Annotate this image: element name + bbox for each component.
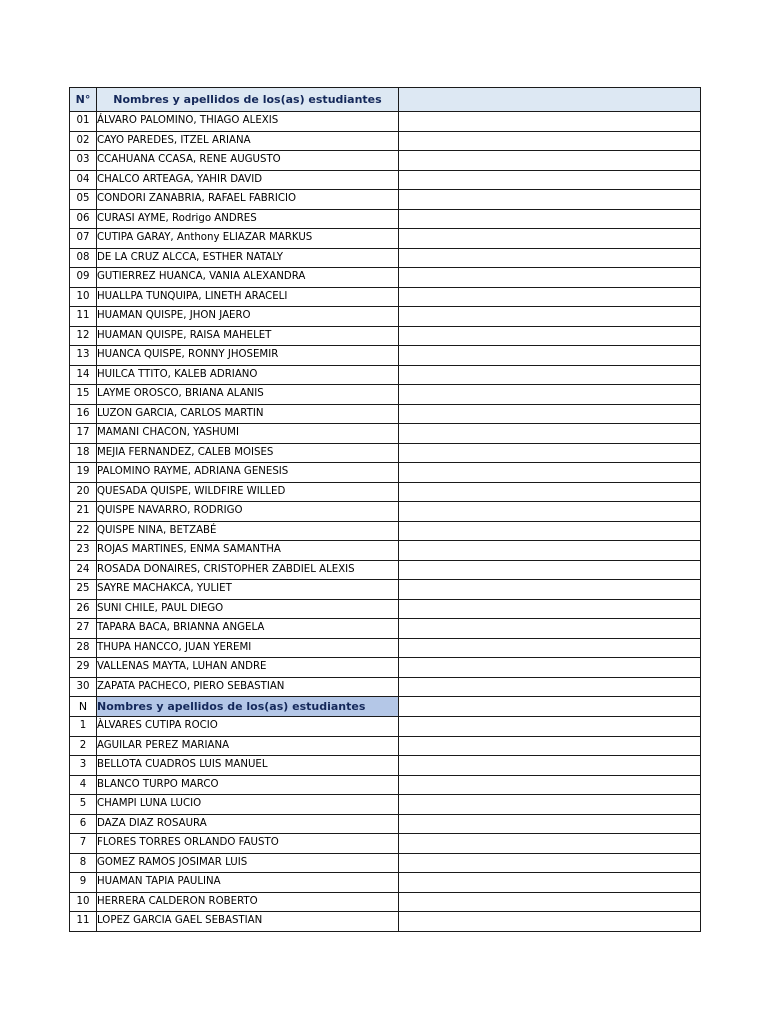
blank-cell	[399, 599, 701, 619]
table-row	[70, 814, 701, 834]
student-name: CONDORI ZANABRIA, RAFAEL FABRICIO	[97, 190, 399, 210]
table-row	[70, 775, 701, 795]
table-row	[70, 229, 701, 249]
row-number: 03	[70, 151, 97, 171]
student-name: GOMEZ RAMOS JOSIMAR LUIS	[97, 853, 399, 873]
header-blank	[399, 88, 701, 112]
table-row	[70, 151, 701, 171]
blank-cell	[399, 287, 701, 307]
row-number: 8	[70, 853, 97, 873]
student-name: FLORES TORRES ORLANDO FAUSTO	[97, 834, 399, 854]
blank-cell	[399, 677, 701, 697]
header-names: Nombres y apellidos de los(as) estudiantes	[97, 697, 399, 717]
table-row	[70, 756, 701, 776]
blank-cell	[399, 112, 701, 132]
student-roster-table	[69, 87, 701, 932]
student-name: THUPA HANCCO, JUAN YEREMI	[97, 638, 399, 658]
row-number: 25	[70, 580, 97, 600]
table-row	[70, 307, 701, 327]
blank-cell	[399, 638, 701, 658]
row-number: 27	[70, 619, 97, 639]
blank-cell	[399, 385, 701, 405]
table-row	[70, 912, 701, 932]
blank-cell	[399, 580, 701, 600]
row-number: 14	[70, 365, 97, 385]
table-row	[70, 424, 701, 444]
table-row	[70, 112, 701, 132]
blank-cell	[399, 404, 701, 424]
blank-cell	[399, 248, 701, 268]
table-row	[70, 365, 701, 385]
row-number: 20	[70, 482, 97, 502]
table-row	[70, 599, 701, 619]
row-number: 3	[70, 756, 97, 776]
student-name: SAYRE MACHAKCA, YULIET	[97, 580, 399, 600]
blank-cell	[399, 131, 701, 151]
blank-cell	[399, 482, 701, 502]
student-name: VALLENAS MAYTA, LUHAN ANDRE	[97, 658, 399, 678]
table-row	[70, 873, 701, 893]
header-number: N°	[70, 88, 97, 112]
table-row	[70, 677, 701, 697]
table-row	[70, 248, 701, 268]
header-row-1	[70, 88, 701, 112]
blank-cell	[399, 795, 701, 815]
student-name: CUTIPA GARAY, Anthony ELIAZAR MARKUS	[97, 229, 399, 249]
row-number: 29	[70, 658, 97, 678]
blank-cell	[399, 619, 701, 639]
row-number: 6	[70, 814, 97, 834]
blank-cell	[399, 229, 701, 249]
student-name: QUESADA QUISPE, WILDFIRE WILLED	[97, 482, 399, 502]
student-name: HUAMAN QUISPE, RAISA MAHELET	[97, 326, 399, 346]
row-number: 19	[70, 463, 97, 483]
table-row	[70, 795, 701, 815]
row-number: 10	[70, 892, 97, 912]
blank-cell	[399, 834, 701, 854]
row-number: 16	[70, 404, 97, 424]
table-row	[70, 502, 701, 522]
row-number: 24	[70, 560, 97, 580]
student-name: QUISPE NAVARRO, RODRIGO	[97, 502, 399, 522]
student-name: DE LA CRUZ ALCCA, ESTHER NATALY	[97, 248, 399, 268]
student-name: SUNI CHILE, PAUL DIEGO	[97, 599, 399, 619]
student-name: ZAPATA PACHECO, PIERO SEBASTIAN	[97, 677, 399, 697]
row-number: 02	[70, 131, 97, 151]
student-name: HUILCA TTITO, KALEB ADRIANO	[97, 365, 399, 385]
table-row	[70, 268, 701, 288]
student-name: HUAMAN QUISPE, JHON JAERO	[97, 307, 399, 327]
row-number: 05	[70, 190, 97, 210]
row-number: 01	[70, 112, 97, 132]
blank-cell	[399, 853, 701, 873]
table-row	[70, 170, 701, 190]
row-number: 7	[70, 834, 97, 854]
student-name: BELLOTA CUADROS LUIS MANUEL	[97, 756, 399, 776]
student-name: LOPEZ GARCIA GAEL SEBASTIAN	[97, 912, 399, 932]
row-number: 18	[70, 443, 97, 463]
row-number: 15	[70, 385, 97, 405]
student-name: ÀLVARES CUTIPA ROCIO	[97, 717, 399, 737]
header-number: N	[70, 697, 97, 717]
blank-cell	[399, 814, 701, 834]
student-name: AGUILAR PEREZ MARIANA	[97, 736, 399, 756]
table-row	[70, 443, 701, 463]
table-row	[70, 834, 701, 854]
student-name: BLANCO TURPO MARCO	[97, 775, 399, 795]
blank-cell	[399, 365, 701, 385]
blank-cell	[399, 346, 701, 366]
student-name: QUISPE NINA, BETZABÉ	[97, 521, 399, 541]
row-number: 04	[70, 170, 97, 190]
blank-cell	[399, 151, 701, 171]
student-name: CAYO PAREDES, ITZEL ARIANA	[97, 131, 399, 151]
row-number: 2	[70, 736, 97, 756]
student-name: PALOMINO RAYME, ADRIANA GENESIS	[97, 463, 399, 483]
row-number: 1	[70, 717, 97, 737]
blank-cell	[399, 209, 701, 229]
blank-cell	[399, 190, 701, 210]
student-name: LAYME OROSCO, BRIANA ALANIS	[97, 385, 399, 405]
blank-cell	[399, 443, 701, 463]
row-number: 07	[70, 229, 97, 249]
table-row	[70, 482, 701, 502]
header-names: Nombres y apellidos de los(as) estudiantes	[97, 88, 399, 112]
row-number: 28	[70, 638, 97, 658]
blank-cell	[399, 560, 701, 580]
table-row	[70, 638, 701, 658]
row-number: 4	[70, 775, 97, 795]
blank-cell	[399, 775, 701, 795]
blank-cell	[399, 463, 701, 483]
blank-cell	[399, 502, 701, 522]
row-number: 9	[70, 873, 97, 893]
student-name: ROSADA DONAIRES, CRISTOPHER ZABDIEL ALEXIS	[97, 560, 399, 580]
table-row	[70, 560, 701, 580]
student-name: CHALCO ARTEAGA, YAHIR DAVID	[97, 170, 399, 190]
table-row	[70, 385, 701, 405]
header-row-2	[70, 697, 701, 717]
table-row	[70, 190, 701, 210]
blank-cell	[399, 541, 701, 561]
blank-cell	[399, 307, 701, 327]
student-name: MAMANI CHACON, YASHUMI	[97, 424, 399, 444]
student-name: HUAMAN TAPIA PAULINA	[97, 873, 399, 893]
blank-cell	[399, 170, 701, 190]
student-name: CCAHUANA CCASA, RENE AUGUSTO	[97, 151, 399, 171]
row-number: 23	[70, 541, 97, 561]
student-name: MEJIA FERNANDEZ, CALEB MOISES	[97, 443, 399, 463]
table-row	[70, 580, 701, 600]
blank-cell	[399, 717, 701, 737]
blank-cell	[399, 697, 701, 717]
row-number: 11	[70, 307, 97, 327]
table-row	[70, 131, 701, 151]
row-number: 13	[70, 346, 97, 366]
table-row	[70, 853, 701, 873]
row-number: 17	[70, 424, 97, 444]
blank-cell	[399, 756, 701, 776]
student-name: HERRERA CALDERON ROBERTO	[97, 892, 399, 912]
student-name: HUANCA QUISPE, RONNY JHOSEMIR	[97, 346, 399, 366]
blank-cell	[399, 912, 701, 932]
table-row	[70, 463, 701, 483]
row-number: 10	[70, 287, 97, 307]
table-row	[70, 717, 701, 737]
row-number: 11	[70, 912, 97, 932]
row-number: 21	[70, 502, 97, 522]
table-row	[70, 326, 701, 346]
row-number: 06	[70, 209, 97, 229]
blank-cell	[399, 873, 701, 893]
student-name: ÁLVARO PALOMINO, THIAGO ALEXIS	[97, 112, 399, 132]
row-number: 30	[70, 677, 97, 697]
row-number: 26	[70, 599, 97, 619]
table-row	[70, 209, 701, 229]
table-row	[70, 619, 701, 639]
blank-cell	[399, 736, 701, 756]
row-number: 08	[70, 248, 97, 268]
blank-cell	[399, 892, 701, 912]
row-number: 09	[70, 268, 97, 288]
student-name: LUZON GARCIA, CARLOS MARTIN	[97, 404, 399, 424]
table-row	[70, 736, 701, 756]
student-name: GUTIERREZ HUANCA, VANIA ALEXANDRA	[97, 268, 399, 288]
table-row	[70, 521, 701, 541]
blank-cell	[399, 658, 701, 678]
row-number: 22	[70, 521, 97, 541]
row-number: 12	[70, 326, 97, 346]
student-name: HUALLPA TUNQUIPA, LINETH ARACELI	[97, 287, 399, 307]
table-row	[70, 658, 701, 678]
table-row	[70, 346, 701, 366]
table-row	[70, 287, 701, 307]
table-row	[70, 404, 701, 424]
blank-cell	[399, 326, 701, 346]
student-name: CHAMPI LUNA LUCIO	[97, 795, 399, 815]
blank-cell	[399, 268, 701, 288]
student-name: ROJAS MARTINES, ENMA SAMANTHA	[97, 541, 399, 561]
student-name: CURASI AYME, Rodrigo ANDRES	[97, 209, 399, 229]
student-name: TAPARA BACA, BRIANNA ANGELA	[97, 619, 399, 639]
table-row	[70, 892, 701, 912]
row-number: 5	[70, 795, 97, 815]
table-row	[70, 541, 701, 561]
student-name: DAZA DIAZ ROSAURA	[97, 814, 399, 834]
blank-cell	[399, 521, 701, 541]
blank-cell	[399, 424, 701, 444]
roster-body	[70, 88, 701, 932]
